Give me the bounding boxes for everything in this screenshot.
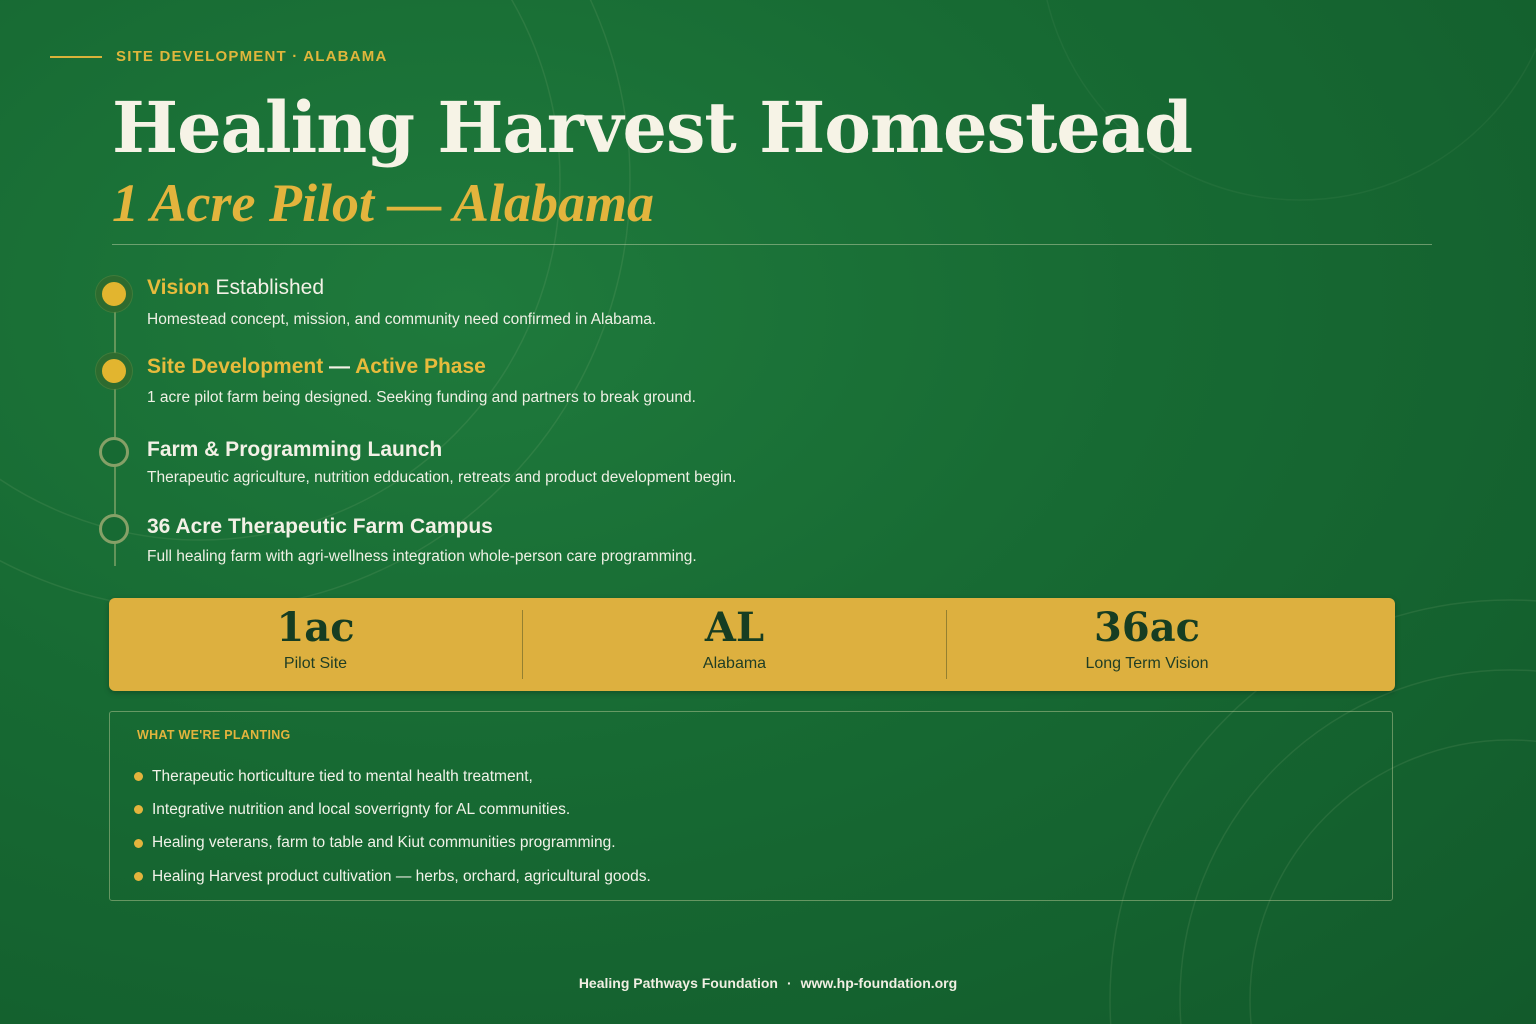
timeline-heading	[147, 355, 486, 379]
stat-value: 36ac	[1094, 604, 1200, 651]
list-item	[134, 860, 651, 893]
complete-phase-dot-icon	[96, 276, 132, 312]
upcoming-phase-dot-icon	[99, 514, 129, 544]
stats-bar	[109, 598, 1395, 691]
stat-state	[523, 598, 946, 691]
page-subtitle: 1 Acre Pilot — Alabama	[112, 173, 654, 233]
stat-value: 1ac	[276, 604, 355, 651]
planting-panel	[109, 711, 1393, 901]
list-item	[134, 793, 651, 826]
title-divider	[112, 244, 1432, 245]
list-item	[134, 760, 651, 793]
heading-rest: Established	[209, 276, 325, 299]
timeline-heading	[147, 276, 324, 300]
timeline-description: Therapeutic agriculture, nutrition edducation, retreats and product development begin.	[147, 469, 737, 486]
planting-heading: WHAT WE'RE PLANTING	[137, 728, 291, 742]
page-title: Healing Harvest Homestead	[112, 86, 1193, 169]
stat-label: Long Term Vision	[1085, 655, 1209, 672]
footer-org: Healing Pathways Foundation	[578, 975, 778, 991]
upcoming-phase-dot-icon	[99, 437, 129, 467]
heading-active-phase: Active Phase	[355, 355, 486, 378]
timeline-description: Full healing farm with agri-wellness integration whole-person care programming.	[147, 548, 697, 565]
bullet-icon	[134, 872, 143, 881]
list-item-text: Therapeutic horticulture tied to mental health treatment,	[152, 767, 533, 785]
list-item-text: Healing Harvest product cultivation — herbs, orchard, agricultural goods.	[152, 867, 651, 885]
stat-label: Alabama	[702, 655, 767, 672]
eyebrow-rule	[50, 56, 102, 58]
stat-pilot-site	[109, 598, 522, 691]
timeline-description: Homestead concept, mission, and community need confirmed in Alabama.	[147, 311, 657, 328]
bullet-icon	[134, 772, 143, 781]
timeline-description: 1 acre pilot farm being designed. Seeking funding and partners to break ground.	[147, 389, 696, 406]
footer	[0, 975, 1536, 991]
stat-label: Pilot Site	[283, 655, 348, 672]
heading-dash: —	[323, 355, 356, 378]
active-phase-dot-icon	[96, 353, 132, 389]
heading-accent: Vision	[147, 276, 210, 299]
list-item-text: Healing veterans, farm to table and Kiut communities programming.	[152, 834, 616, 852]
footer-separator: ·	[786, 975, 792, 991]
bullet-icon	[134, 805, 143, 814]
list-item-text: Integrative nutrition and local soverrignty for AL communities.	[152, 800, 571, 818]
stat-long-term	[947, 598, 1347, 691]
bullet-icon	[134, 839, 143, 848]
stat-value: AL	[704, 604, 765, 651]
eyebrow	[50, 48, 387, 65]
footer-url: www.hp-foundation.org	[800, 975, 958, 991]
heading-accent: Site Development	[147, 355, 324, 378]
timeline-heading: Farm & Programming Launch	[147, 438, 443, 461]
eyebrow-label: SITE DEVELOPMENT · ALABAMA	[116, 48, 388, 65]
list-item	[134, 827, 651, 860]
planting-list	[134, 760, 651, 893]
timeline-heading: 36 Acre Therapeutic Farm Campus	[147, 515, 493, 538]
